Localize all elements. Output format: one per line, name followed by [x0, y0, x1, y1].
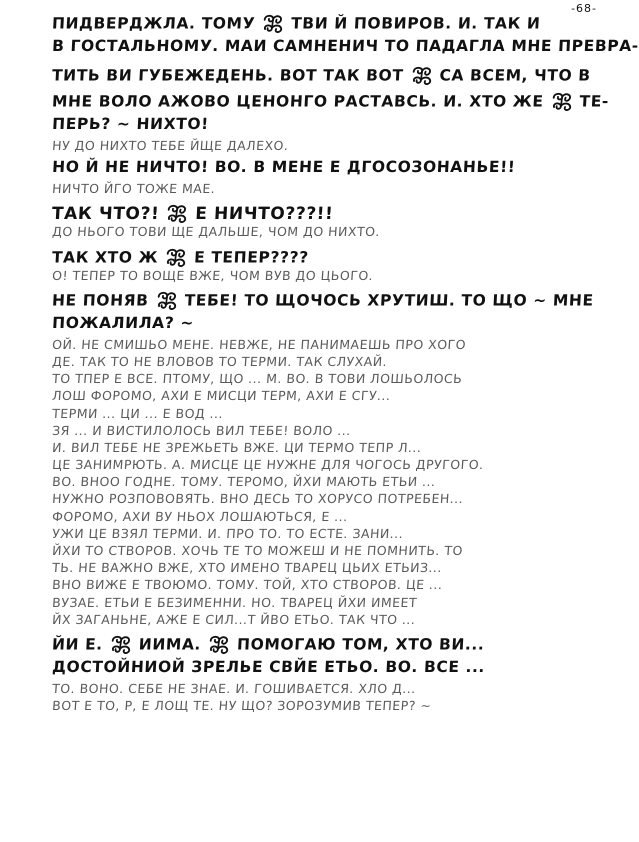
line-segment: ЦЕ ЗАНИМРЮТЬ. А. МИСЦЕ ЦЕ НУЖНЕ ДЛЯ ЧОГОСЬ ДРУГОГО.	[51, 457, 485, 473]
text-line	[51, 62, 592, 88]
line-segment: ДЕ. ТАК ТО НЕ ВЛОВОВ ТО ТЕРМИ. ТАК СЛУХАЙ.	[51, 353, 388, 369]
line-segment: ИИМА.	[138, 635, 202, 654]
line-segment: ТО. ВОНО. СЕБЕ НЕ ЗНАЕ. И. ГОШИВАЕТСЯ. ХЛО Д...	[51, 680, 417, 696]
line-segment: ВО. ВНОО ГОДНЕ. ТОМУ. ТЕРОМО, ЙХИ МАЮТЬ ЕТЬИ ...	[51, 474, 437, 490]
line-segment: ТАК ЧТО?!	[51, 204, 160, 225]
line-segment: И. ВИЛ ТЕБЕ НЕ ЗРЕЖЬЕТЬ ВЖЕ. ЦИ ТЕРМО ТЕПР Л...	[51, 439, 423, 455]
text-line	[51, 287, 595, 313]
line-segment: ТИТЬ ВИ ГУБЕЖЕДЕНЬ. ВОТ ТАК ВОТ	[51, 66, 404, 85]
line-segment: ТВИ Й ПОВИРОВ. И. ТАК И	[290, 14, 541, 33]
line-segment: СА ВСЕМ, ЧТО В	[439, 66, 592, 85]
text-line	[51, 313, 592, 339]
line-segment: ПИДВЕРДЖЛА. ТОМУ	[51, 14, 256, 33]
text-line	[51, 579, 592, 596]
line-segment: ТЕРМИ ... ЦИ ... Е ВОД ...	[51, 405, 224, 421]
text-line	[51, 114, 592, 140]
line-segment: УЖИ ЦЕ ВЗЯЛ ТЕРМИ. И. ПРО ТО. ТО ЕСТЕ. ЗАНИ...	[51, 525, 404, 541]
text-line	[51, 36, 639, 62]
line-segment: О! ТЕПЕР ТО ВОЩЕ ВЖЕ, ЧОМ ВУВ ДО ЦЬОГО.	[51, 267, 374, 283]
text-line	[51, 631, 592, 657]
line-segment: НУЖНО РОЗПОВОВЯТЬ. ВНО ДЕСЬ ТО ХОРУСО ПОТРЕБЕН...	[51, 491, 464, 507]
line-segment: Е НИЧТО???!!	[194, 204, 334, 225]
line-segment: ОЙ. НЕ СМИШЬО МЕНЕ. НЕВЖЕ, НЕ ПАНИМАЕШЬ ПРО ХОГО	[51, 336, 467, 352]
text-line	[51, 226, 592, 243]
page-number: -68-	[571, 2, 597, 15]
line-segment: ФОРОМО, АХИ ВУ НЬОХ ЛОШАЮТЬСЯ, Е ...	[51, 508, 349, 524]
line-segment: ВНО ВИЖЕ Е ТВОЮМО. ТОМУ. ТОЙ, ХТО СТВОРОВ. ЦЕ ...	[51, 577, 444, 593]
line-segment: ТЕ-	[579, 92, 610, 111]
line-segment: МНЕ ВОЛО АЖОВО ЦЕНОНГО РАСТАВСЬ. И. ХТО ЖЕ	[51, 92, 545, 111]
line-segment: ПОЖАЛИЛА? ~	[51, 313, 195, 332]
swirl-ornament-icon	[549, 91, 574, 113]
swirl-ornament-icon	[108, 634, 133, 656]
line-segment: ДО НЬОГО ТОВИ ЩЕ ДАЛЬШЕ, ЧОМ ДО НИХТО.	[51, 224, 381, 240]
swirl-ornament-icon	[165, 203, 190, 225]
line-segment: В ГОСТАЛЬНОМУ. МАИ САМНЕНИЧ ТО ПАДАГЛА МНЕ ПРЕВРА-	[51, 37, 639, 55]
line-segment: ДОСТОЙНИОЙ ЗРЕЛЬЕ СВЙЕ ЕТЬО. ВО. ВСЕ ...	[51, 657, 486, 676]
line-segment: ЙХ ЗАГАНЬНЕ, АЖЕ Е СИЛ...Т ЙВО ЕТЬО. ТАК ЧТО ...	[51, 611, 416, 627]
line-segment: Е ТЕПЕР????	[193, 248, 310, 267]
swirl-ornament-icon	[206, 634, 231, 656]
text-line	[51, 10, 592, 36]
text-line	[51, 657, 592, 683]
line-segment: ТЬ. НЕ ВАЖНО ВЖЕ, ХТО ИМЕНО ТВАРЕЦ ЦЬИХ ЕТЬИЗ...	[51, 560, 443, 576]
line-segment: ПЕРЬ? ~ НИХТО!	[51, 115, 210, 133]
line-segment: ЙХИ ТО СТВОРОВ. ХОЧЬ ТЕ ТО МОЖЕШ И НЕ ПОМНИТЬ. ТО	[51, 543, 464, 558]
handwritten-text-body	[51, 10, 639, 717]
text-line	[51, 700, 592, 717]
swirl-ornament-icon	[409, 65, 434, 87]
line-segment: ВОТ Е ТО, Р, Е ЛОЩ ТЕ. НУ ЩО? ЗОРОЗУМИВ ТЕПЕР? ~	[51, 698, 432, 714]
text-line	[51, 390, 592, 407]
line-segment: ЙИ Е.	[51, 635, 104, 654]
text-line	[51, 267, 592, 287]
text-line	[51, 611, 592, 631]
line-segment: ПОМОГАЮ ТОМ, ХТО ВИ...	[236, 635, 485, 654]
line-segment: ЗЯ ... И ВИСТИЛОЛОСЬ ВИЛ ТЕБЕ! ВОЛО ...	[51, 422, 352, 438]
line-segment: НО Й НЕ НИЧТО! ВО. В МЕНЕ Е ДГОСОЗОНАНЬЕ!!	[51, 158, 516, 177]
swirl-ornament-icon	[261, 13, 286, 35]
text-line	[51, 157, 592, 183]
text-line	[51, 244, 592, 270]
text-line	[51, 140, 592, 157]
line-segment: НУ ДО НИХТО ТЕБЕ ЙЩЕ ДАЛЕХО.	[51, 138, 289, 153]
text-line	[51, 183, 592, 200]
line-segment: ТАК ХТО Ж	[51, 248, 159, 267]
line-segment: ВУЗАЕ. ЕТЬИ Е БЕЗИМЕННИ. НО. ТВАРЕЦ ЙХИ ИМЕЕТ	[51, 594, 418, 610]
swirl-ornament-icon	[154, 290, 179, 312]
line-segment: ЛОШ ФОРОМО, АХИ Е МИСЦИ ТЕРМ, АХИ Е СГУ...	[51, 388, 392, 404]
swirl-ornament-icon	[163, 247, 188, 269]
line-segment: ТЕБЕ! ТО ЩОЧОСЬ ХРУТИШ. ТО ЩО ~ МНЕ	[184, 291, 595, 310]
text-line	[51, 88, 610, 114]
line-segment: ТО ТПЕР Е ВСЕ. ПТОМУ, ЩО ... М. ВО. В ТОВИ ЛОШЬОЛОСЬ	[51, 371, 463, 387]
line-segment: НИЧТО ЙГО ТОЖЕ МАЕ.	[51, 181, 216, 197]
line-segment: НЕ ПОНЯВ	[51, 291, 150, 310]
text-line	[51, 200, 592, 226]
